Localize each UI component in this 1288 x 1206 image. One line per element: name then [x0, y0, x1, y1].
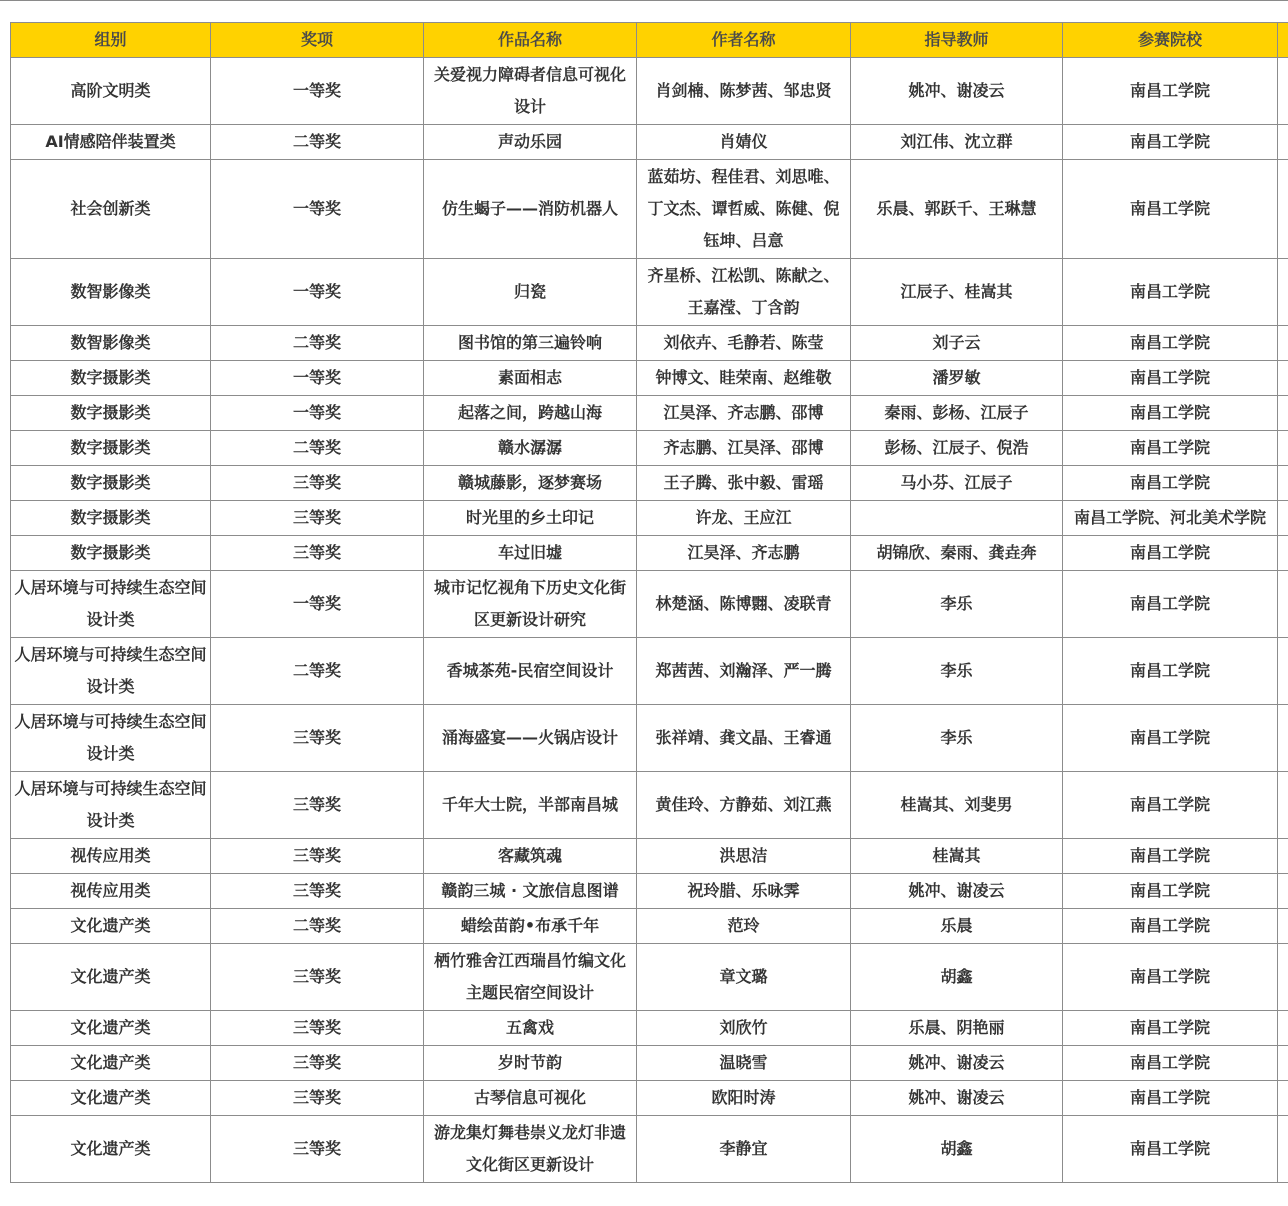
- cell-work-title: 栖竹雅舍江西瑞昌竹编文化主题民宿空间设计: [424, 944, 637, 1011]
- cell-award: 三等奖: [211, 705, 424, 772]
- cell-authors: 肖婧仪: [637, 125, 851, 160]
- cell-authors: 黄佳玲、方静茹、刘江燕: [637, 772, 851, 839]
- cell-school: 南昌工学院: [1063, 944, 1278, 1011]
- cell-group: 数字摄影类: [11, 501, 211, 536]
- cell-authors: 林楚涵、陈博翾、凌联青: [637, 571, 851, 638]
- cell-teachers: 刘江伟、沈立群: [851, 125, 1063, 160]
- cell-extra: [1278, 361, 1288, 396]
- table-row: [11, 259, 1288, 326]
- cell-teachers: 姚冲、谢凌云: [851, 874, 1063, 909]
- cell-group: 文化遗产类: [11, 1081, 211, 1116]
- cell-work-title: 游龙集灯舞巷崇义龙灯非遗文化街区更新设计: [424, 1116, 637, 1183]
- cell-teachers: 马小芬、江辰子: [851, 466, 1063, 501]
- cell-award: 三等奖: [211, 1081, 424, 1116]
- cell-extra: [1278, 1081, 1288, 1116]
- cell-school: 南昌工学院: [1063, 1081, 1278, 1116]
- table-row: [11, 536, 1288, 571]
- cell-authors: 蓝茹坊、程佳君、刘思唯、丁文杰、谭哲威、陈健、倪钰坤、吕意: [637, 160, 851, 259]
- cell-teachers: 乐晨: [851, 909, 1063, 944]
- cell-teachers: 彭杨、江辰子、倪浩: [851, 431, 1063, 466]
- cell-work-title: 岁时节韵: [424, 1046, 637, 1081]
- cell-school: 南昌工学院: [1063, 839, 1278, 874]
- cell-work-title: 五禽戏: [424, 1011, 637, 1046]
- cell-award: 三等奖: [211, 1011, 424, 1046]
- cell-group: 数字摄影类: [11, 466, 211, 501]
- cell-school: 南昌工学院: [1063, 361, 1278, 396]
- table-row: [11, 396, 1288, 431]
- cell-group: 数智影像类: [11, 259, 211, 326]
- cell-extra: [1278, 326, 1288, 361]
- cell-extra: [1278, 944, 1288, 1011]
- cell-work-title: 赣韵三城 · 文旅信息图谱: [424, 874, 637, 909]
- cell-extra: [1278, 874, 1288, 909]
- cell-authors: 温晓雪: [637, 1046, 851, 1081]
- cell-school: 南昌工学院: [1063, 160, 1278, 259]
- cell-authors: 洪思洁: [637, 839, 851, 874]
- cell-teachers: 胡鑫: [851, 944, 1063, 1011]
- cell-authors: 章文璐: [637, 944, 851, 1011]
- cell-extra: [1278, 1011, 1288, 1046]
- cell-authors: 欧阳时涛: [637, 1081, 851, 1116]
- cell-authors: 王子腾、张中毅、雷瑶: [637, 466, 851, 501]
- cell-authors: 郑茜茜、刘瀚泽、严一腾: [637, 638, 851, 705]
- cell-teachers: 潘罗敏: [851, 361, 1063, 396]
- header-authors: 作者名称: [637, 23, 851, 58]
- cell-award: 三等奖: [211, 772, 424, 839]
- cell-school: 南昌工学院: [1063, 772, 1278, 839]
- cell-work-title: 城市记忆视角下历史文化街区更新设计研究: [424, 571, 637, 638]
- table-row: [11, 1046, 1288, 1081]
- cell-authors: 范玲: [637, 909, 851, 944]
- cell-extra: [1278, 1046, 1288, 1081]
- table-header-row: [11, 23, 1288, 58]
- cell-group: 人居环境与可持续生态空间设计类: [11, 571, 211, 638]
- cell-group: 数字摄影类: [11, 361, 211, 396]
- cell-group: 文化遗产类: [11, 944, 211, 1011]
- cell-award: 一等奖: [211, 571, 424, 638]
- cell-group: 人居环境与可持续生态空间设计类: [11, 772, 211, 839]
- cell-extra: [1278, 839, 1288, 874]
- table-row: [11, 874, 1288, 909]
- cell-school: 南昌工学院: [1063, 909, 1278, 944]
- cell-extra: [1278, 501, 1288, 536]
- cell-extra: [1278, 466, 1288, 501]
- cell-award: 二等奖: [211, 909, 424, 944]
- cell-award: 三等奖: [211, 1116, 424, 1183]
- cell-work-title: 仿生蝎子——消防机器人: [424, 160, 637, 259]
- cell-extra: [1278, 638, 1288, 705]
- cell-school: 南昌工学院: [1063, 466, 1278, 501]
- cell-authors: 刘欣竹: [637, 1011, 851, 1046]
- cell-extra: [1278, 259, 1288, 326]
- cell-award: 三等奖: [211, 501, 424, 536]
- cell-authors: 李静宜: [637, 1116, 851, 1183]
- table-row: [11, 466, 1288, 501]
- cell-award: 二等奖: [211, 638, 424, 705]
- cell-teachers: 乐晨、阴艳丽: [851, 1011, 1063, 1046]
- table-row: [11, 1116, 1288, 1183]
- table-row: [11, 1081, 1288, 1116]
- cell-group: 视传应用类: [11, 839, 211, 874]
- cell-school: 南昌工学院: [1063, 396, 1278, 431]
- cell-teachers: 桂嵩其: [851, 839, 1063, 874]
- cell-extra: [1278, 160, 1288, 259]
- cell-extra: [1278, 536, 1288, 571]
- cell-extra: [1278, 705, 1288, 772]
- table-row: [11, 501, 1288, 536]
- cell-group: 高阶文明类: [11, 58, 211, 125]
- cell-group: AI情感陪伴装置类: [11, 125, 211, 160]
- cell-school: 南昌工学院: [1063, 259, 1278, 326]
- cell-award: 一等奖: [211, 361, 424, 396]
- cell-teachers: 李乐: [851, 571, 1063, 638]
- header-group: 组别: [11, 23, 211, 58]
- cell-group: 数智影像类: [11, 326, 211, 361]
- cell-work-title: 车过旧墟: [424, 536, 637, 571]
- cell-extra: [1278, 571, 1288, 638]
- cell-award: 一等奖: [211, 259, 424, 326]
- cell-school: 南昌工学院: [1063, 571, 1278, 638]
- cell-teachers: 胡锦欣、秦雨、龚垚奔: [851, 536, 1063, 571]
- cell-work-title: 归瓷: [424, 259, 637, 326]
- table-row: [11, 705, 1288, 772]
- cell-group: 数字摄影类: [11, 431, 211, 466]
- cell-award: 二等奖: [211, 125, 424, 160]
- cell-group: 文化遗产类: [11, 1011, 211, 1046]
- cell-school: 南昌工学院: [1063, 1116, 1278, 1183]
- cell-teachers: [851, 501, 1063, 536]
- awards-table-container: [10, 22, 1288, 1183]
- cell-authors: 江昊泽、齐志鹏: [637, 536, 851, 571]
- cell-teachers: 桂嵩其、刘斐男: [851, 772, 1063, 839]
- cell-work-title: 起落之间，跨越山海: [424, 396, 637, 431]
- awards-table: [10, 22, 1288, 1183]
- cell-school: 南昌工学院: [1063, 638, 1278, 705]
- cell-authors: 江昊泽、齐志鹏、邵博: [637, 396, 851, 431]
- cell-school: 南昌工学院: [1063, 874, 1278, 909]
- cell-teachers: 李乐: [851, 705, 1063, 772]
- table-row: [11, 772, 1288, 839]
- cell-school: 南昌工学院、河北美术学院: [1063, 501, 1278, 536]
- cell-school: 南昌工学院: [1063, 431, 1278, 466]
- cell-teachers: 江辰子、桂嵩其: [851, 259, 1063, 326]
- cell-work-title: 古琴信息可视化: [424, 1081, 637, 1116]
- cell-work-title: 时光里的乡土印记: [424, 501, 637, 536]
- cell-authors: 齐志鹏、江昊泽、邵博: [637, 431, 851, 466]
- cell-work-title: 素面相志: [424, 361, 637, 396]
- table-row: [11, 160, 1288, 259]
- cell-award: 三等奖: [211, 874, 424, 909]
- cell-award: 一等奖: [211, 58, 424, 125]
- cell-authors: 祝玲腊、乐咏霁: [637, 874, 851, 909]
- table-row: [11, 944, 1288, 1011]
- header-award: 奖项: [211, 23, 424, 58]
- cell-teachers: 乐晨、郭跃千、王琳慧: [851, 160, 1063, 259]
- cell-award: 三等奖: [211, 944, 424, 1011]
- cell-school: 南昌工学院: [1063, 1046, 1278, 1081]
- table-row: [11, 571, 1288, 638]
- cell-work-title: 千年大士院，半部南昌城: [424, 772, 637, 839]
- cell-award: 一等奖: [211, 396, 424, 431]
- cell-extra: [1278, 125, 1288, 160]
- cell-award: 三等奖: [211, 466, 424, 501]
- cell-group: 社会创新类: [11, 160, 211, 259]
- cell-extra: [1278, 58, 1288, 125]
- cell-authors: 齐星桥、江松凯、陈献之、王嘉滢、丁含韵: [637, 259, 851, 326]
- cell-award: 二等奖: [211, 431, 424, 466]
- cell-group: 数字摄影类: [11, 536, 211, 571]
- cell-group: 文化遗产类: [11, 1116, 211, 1183]
- cell-authors: 肖剑楠、陈梦茜、邹忠贤: [637, 58, 851, 125]
- cell-authors: 许龙、王应江: [637, 501, 851, 536]
- table-row: [11, 361, 1288, 396]
- cell-school: 南昌工学院: [1063, 125, 1278, 160]
- cell-work-title: 涌海盛宴——火锅店设计: [424, 705, 637, 772]
- table-row: [11, 125, 1288, 160]
- table-row: [11, 431, 1288, 466]
- header-work-title: 作品名称: [424, 23, 637, 58]
- cell-school: 南昌工学院: [1063, 705, 1278, 772]
- cell-extra: [1278, 396, 1288, 431]
- cell-school: 南昌工学院: [1063, 326, 1278, 361]
- cell-authors: 刘依卉、毛静若、陈莹: [637, 326, 851, 361]
- table-row: [11, 839, 1288, 874]
- cell-extra: [1278, 772, 1288, 839]
- cell-authors: 钟博文、眭荣南、赵维敬: [637, 361, 851, 396]
- cell-teachers: 秦雨、彭杨、江辰子: [851, 396, 1063, 431]
- cell-work-title: 声动乐园: [424, 125, 637, 160]
- cell-award: 三等奖: [211, 839, 424, 874]
- header-extra: [1278, 23, 1288, 58]
- table-row: [11, 326, 1288, 361]
- cell-teachers: 刘子云: [851, 326, 1063, 361]
- cell-work-title: 香城茶苑-民宿空间设计: [424, 638, 637, 705]
- header-school: 参赛院校: [1063, 23, 1278, 58]
- cell-award: 二等奖: [211, 326, 424, 361]
- cell-work-title: 客藏筑魂: [424, 839, 637, 874]
- cell-teachers: 胡鑫: [851, 1116, 1063, 1183]
- table-row: [11, 1011, 1288, 1046]
- cell-teachers: 姚冲、谢凌云: [851, 1046, 1063, 1081]
- cell-group: 视传应用类: [11, 874, 211, 909]
- cell-group: 人居环境与可持续生态空间设计类: [11, 705, 211, 772]
- table-row: [11, 58, 1288, 125]
- cell-group: 数字摄影类: [11, 396, 211, 431]
- cell-teachers: 李乐: [851, 638, 1063, 705]
- cell-authors: 张祥靖、龚文晶、王睿通: [637, 705, 851, 772]
- cell-group: 文化遗产类: [11, 1046, 211, 1081]
- cell-work-title: 赣水潺潺: [424, 431, 637, 466]
- cell-teachers: 姚冲、谢凌云: [851, 1081, 1063, 1116]
- cell-group: 文化遗产类: [11, 909, 211, 944]
- cell-school: 南昌工学院: [1063, 1011, 1278, 1046]
- cell-extra: [1278, 431, 1288, 466]
- table-row: [11, 909, 1288, 944]
- cell-work-title: 图书馆的第三遍铃响: [424, 326, 637, 361]
- cell-award: 一等奖: [211, 160, 424, 259]
- top-divider: [0, 0, 1288, 1]
- cell-work-title: 关爱视力障碍者信息可视化设计: [424, 58, 637, 125]
- table-row: [11, 638, 1288, 705]
- cell-extra: [1278, 909, 1288, 944]
- cell-award: 三等奖: [211, 536, 424, 571]
- cell-work-title: 赣城藤影，逐梦赛场: [424, 466, 637, 501]
- cell-award: 三等奖: [211, 1046, 424, 1081]
- cell-extra: [1278, 1116, 1288, 1183]
- cell-teachers: 姚冲、谢凌云: [851, 58, 1063, 125]
- cell-school: 南昌工学院: [1063, 536, 1278, 571]
- cell-group: 人居环境与可持续生态空间设计类: [11, 638, 211, 705]
- cell-school: 南昌工学院: [1063, 58, 1278, 125]
- cell-work-title: 蜡绘苗韵•布承千年: [424, 909, 637, 944]
- header-teachers: 指导教师: [851, 23, 1063, 58]
